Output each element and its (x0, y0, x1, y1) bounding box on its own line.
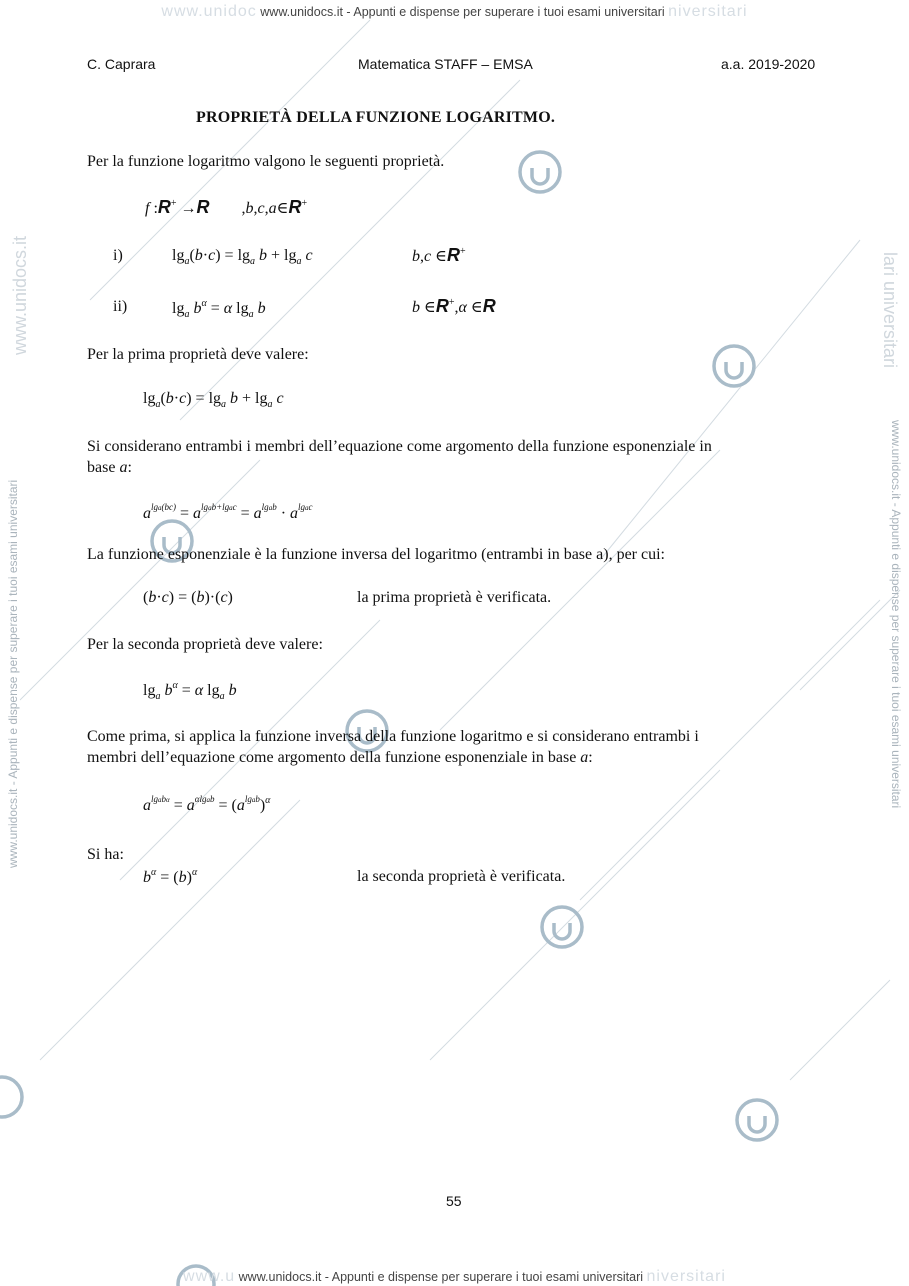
left-side-watermark: www.unidocs.it - Appunti e dispense per superare i tuoi esami universitari (6, 479, 20, 868)
right-side-faint-watermark: lari universitari (880, 252, 900, 369)
page-title: PROPRIETÀ DELLA FUNZIONE LOGARITMO. (196, 109, 556, 126)
first-verified-text: la prima proprietà è verificata. (357, 589, 552, 606)
formula-second-property: $\lg_a b^\alpha = \alpha$ $\lg_a b$ (143, 680, 237, 702)
formula-domain-2: b ∈R+,α ∈R (412, 296, 496, 316)
header-course: Matematica STAFF – EMSA (358, 56, 533, 72)
formula-exponential-2: $a^{lgab\alpha} = a^{\alpha lgab} = (a^{lgab})^\alpha$ (143, 794, 271, 814)
second-verified-text: la seconda proprietà è verificata. (357, 868, 566, 885)
top-watermark-faint-right: niversitari (668, 3, 748, 20)
formula-property-2: $\lg_a b^\alpha = \alpha$ $\lg_a b$ (172, 298, 266, 320)
as-before-paragraph (87, 726, 699, 768)
formula-second-result: $b^\alpha = (b)^\alpha$ (143, 867, 198, 886)
top-watermark (0, 3, 909, 21)
formula-first-property: $\lg_a(b\cdot c) = \lg_a b + \lg_a c$ (143, 390, 284, 410)
consider-line-2-end: : (127, 459, 132, 476)
consider-base-var: a (119, 459, 128, 476)
as-before-line-2-end: : (588, 749, 593, 766)
bottom-watermark-faint-right: niversitari (646, 1268, 726, 1285)
left-side-faint-watermark: www.unidocs.it (10, 235, 30, 355)
watermark-logo-icons (0, 152, 777, 1286)
formula-domain: f :R+ →R ,b,c,a∈R+ (145, 197, 308, 217)
label-ii: ii) (113, 298, 128, 315)
first-property-paragraph: Per la prima proprietà deve valere: (87, 346, 309, 363)
second-property-paragraph: Per la seconda proprietà deve valere: (87, 636, 323, 653)
as-before-line-2: membri dell’equazione come argomento della funzione esponenziale in base (87, 749, 581, 766)
header-author: C. Caprara (87, 56, 156, 72)
header-year: a.a. 2019-2020 (721, 56, 816, 72)
consider-line-2: base (87, 459, 120, 476)
intro-paragraph: Per la funzione logaritmo valgono le seguenti proprietà. (87, 153, 445, 170)
consider-paragraph (87, 436, 712, 478)
formula-first-result: (b·c) = (b)·(c) (143, 589, 233, 606)
as-before-line-1: Come prima, si applica la funzione inversa della funzione logaritmo e si considerano entrambi i (87, 728, 699, 745)
bottom-watermark-text: www.unidocs.it - Appunti e dispense per superare i tuoi esami universitari (238, 1270, 644, 1284)
top-watermark-text: www.unidocs.it - Appunti e dispense per superare i tuoi esami universitari (260, 5, 665, 19)
consider-line-1: Si considerano entrambi i membri dell’equazione come argomento della funzione esponenziale in (87, 438, 712, 455)
formula-exponential-1: $a^{lga(bc)} = a^{lgab+lgac} = a^{lgab} \cdot a^{lgac}$ (143, 502, 313, 522)
formula-domain-1: b,c ∈R+ (412, 245, 466, 265)
right-side-watermark: www.unidocs.it - Appunti e dispense per superare i tuoi esami universitari (889, 420, 903, 809)
label-i: i) (113, 247, 123, 264)
inverse-paragraph: La funzione esponenziale è la funzione inversa del logaritmo (entrambi in base a), per cui: (87, 546, 665, 563)
bottom-watermark-faint-left: www.u (183, 1268, 236, 1285)
top-watermark-faint-left: www.unidoc (161, 3, 257, 20)
bottom-watermark (0, 1268, 909, 1286)
page-number: 55 (446, 1193, 462, 1209)
formula-property-1: $\lg_a(b\cdot c) = \lg_a b + \lg_a c$ (172, 247, 313, 267)
as-before-base-var: a (580, 749, 589, 766)
si-ha-text: Si ha: (87, 846, 124, 863)
